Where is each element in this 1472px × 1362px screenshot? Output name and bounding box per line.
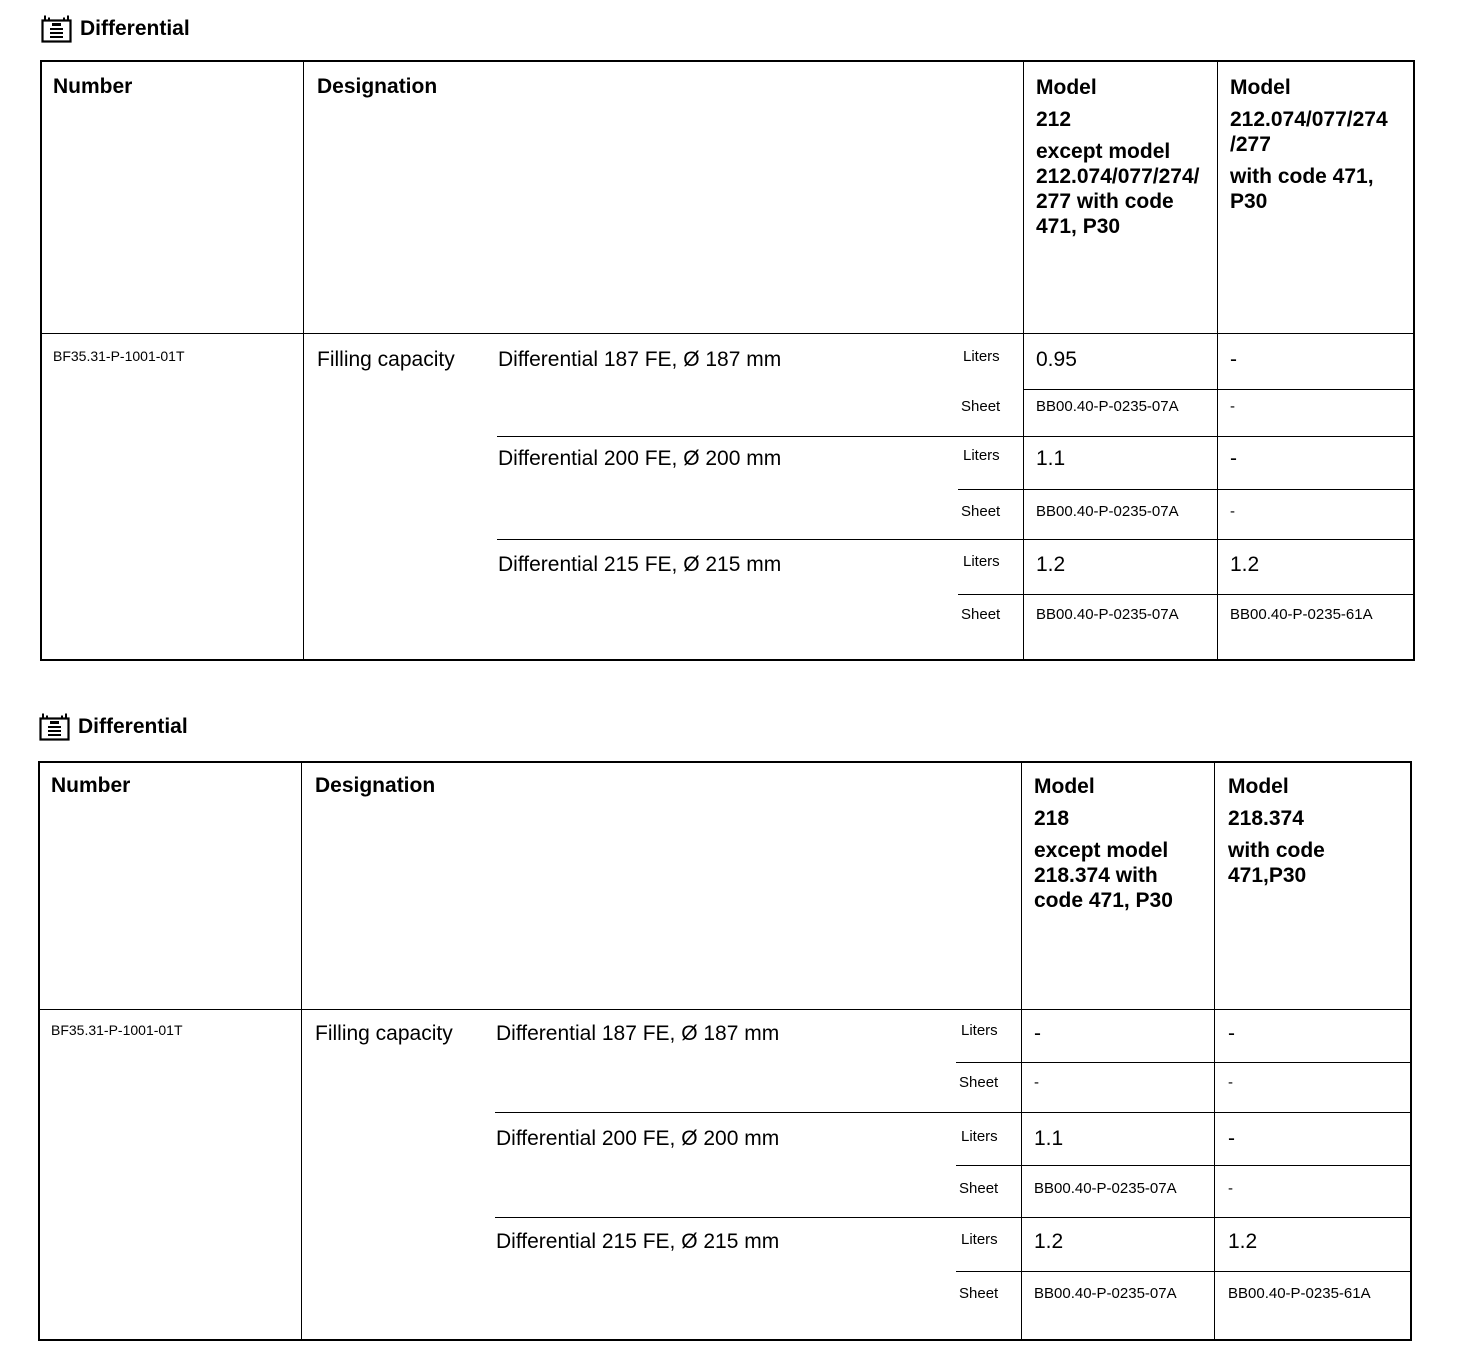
differential-name: Differential 187 FE, Ø 187 mm [496, 1022, 780, 1045]
designation-filling-capacity: Filling capacity [315, 1022, 453, 1045]
sheet-value-b: - [1228, 1180, 1233, 1197]
liters-value-a: 1.2 [1036, 553, 1066, 576]
header-model-b: Model 218.374 with code 471,P30 [1228, 775, 1325, 887]
designation-filling-capacity: Filling capacity [317, 348, 455, 371]
differential-name: Differential 215 FE, Ø 215 mm [498, 553, 782, 576]
sheet-label: Sheet [961, 503, 1001, 520]
differential-name: Differential 187 FE, Ø 187 mm [498, 348, 782, 371]
liters-value-a: 1.2 [1034, 1230, 1064, 1253]
section-title-text: Differential [78, 714, 188, 738]
liters-value-b: 1.2 [1228, 1230, 1258, 1253]
sheet-value-b: - [1230, 398, 1235, 415]
sheet-value-a: BB00.40-P-0235-07A [1036, 503, 1179, 520]
sheet-label: Sheet [959, 1180, 999, 1197]
liters-label: Liters [963, 553, 1000, 570]
section-title [41, 14, 190, 43]
liters-value-a: 1.1 [1036, 447, 1066, 470]
liters-value-b: - [1228, 1127, 1235, 1150]
part-number: BF35.31-P-1001-01T [53, 348, 185, 364]
header-model-a: Model 212 except model 212.074/077/274/ 277 with code 471, P30 [1036, 76, 1200, 238]
header-number: Number [51, 774, 131, 797]
sheet-value-b: BB00.40-P-0235-61A [1230, 606, 1373, 623]
filling-capacity-table [38, 761, 1412, 1341]
sheet-label: Sheet [959, 1074, 999, 1091]
sheet-value-a: BB00.40-P-0235-07A [1036, 398, 1179, 415]
sheet-label: Sheet [959, 1285, 999, 1302]
sheet-value-b: - [1230, 503, 1235, 520]
sheet-value-a: BB00.40-P-0235-07A [1036, 606, 1179, 623]
liters-label: Liters [961, 1022, 998, 1039]
liters-value-a: - [1034, 1022, 1041, 1045]
liters-value-b: - [1230, 447, 1237, 470]
section-title [39, 712, 188, 741]
differential-section-218 [0, 700, 1472, 1360]
liters-value-b: - [1230, 348, 1237, 371]
sheet-value-a: BB00.40-P-0235-07A [1034, 1180, 1177, 1197]
sheet-value-b: - [1228, 1074, 1233, 1091]
differential-name: Differential 200 FE, Ø 200 mm [496, 1127, 780, 1150]
liters-label: Liters [963, 447, 1000, 464]
section-title-text: Differential [80, 16, 190, 40]
liters-value-b: - [1228, 1022, 1235, 1045]
header-model-b: Model 212.074/077/274 /277 with code 471, P30 [1230, 76, 1388, 213]
differential-name: Differential 200 FE, Ø 200 mm [498, 447, 782, 470]
header-number: Number [53, 75, 133, 98]
liters-value-a: 0.95 [1036, 348, 1077, 371]
sheet-label: Sheet [961, 606, 1001, 623]
part-number: BF35.31-P-1001-01T [51, 1022, 183, 1038]
liters-label: Liters [961, 1231, 998, 1248]
sheet-label: Sheet [961, 398, 1001, 415]
liters-label: Liters [961, 1128, 998, 1145]
liters-label: Liters [963, 348, 1000, 365]
header-designation: Designation [317, 75, 438, 98]
liters-value-b: 1.2 [1230, 553, 1260, 576]
differential-section-212 [0, 0, 1472, 680]
oil-can-list-icon [41, 14, 72, 43]
sheet-value-a: BB00.40-P-0235-07A [1034, 1285, 1177, 1302]
liters-value-a: 1.1 [1034, 1127, 1064, 1150]
header-designation: Designation [315, 774, 436, 797]
differential-name: Differential 215 FE, Ø 215 mm [496, 1230, 780, 1253]
filling-capacity-table [40, 60, 1415, 661]
sheet-value-b: BB00.40-P-0235-61A [1228, 1285, 1371, 1302]
oil-can-list-icon [39, 712, 70, 741]
sheet-value-a: - [1034, 1074, 1039, 1091]
header-model-a: Model 218 except model 218.374 with code 471, P30 [1034, 775, 1173, 912]
